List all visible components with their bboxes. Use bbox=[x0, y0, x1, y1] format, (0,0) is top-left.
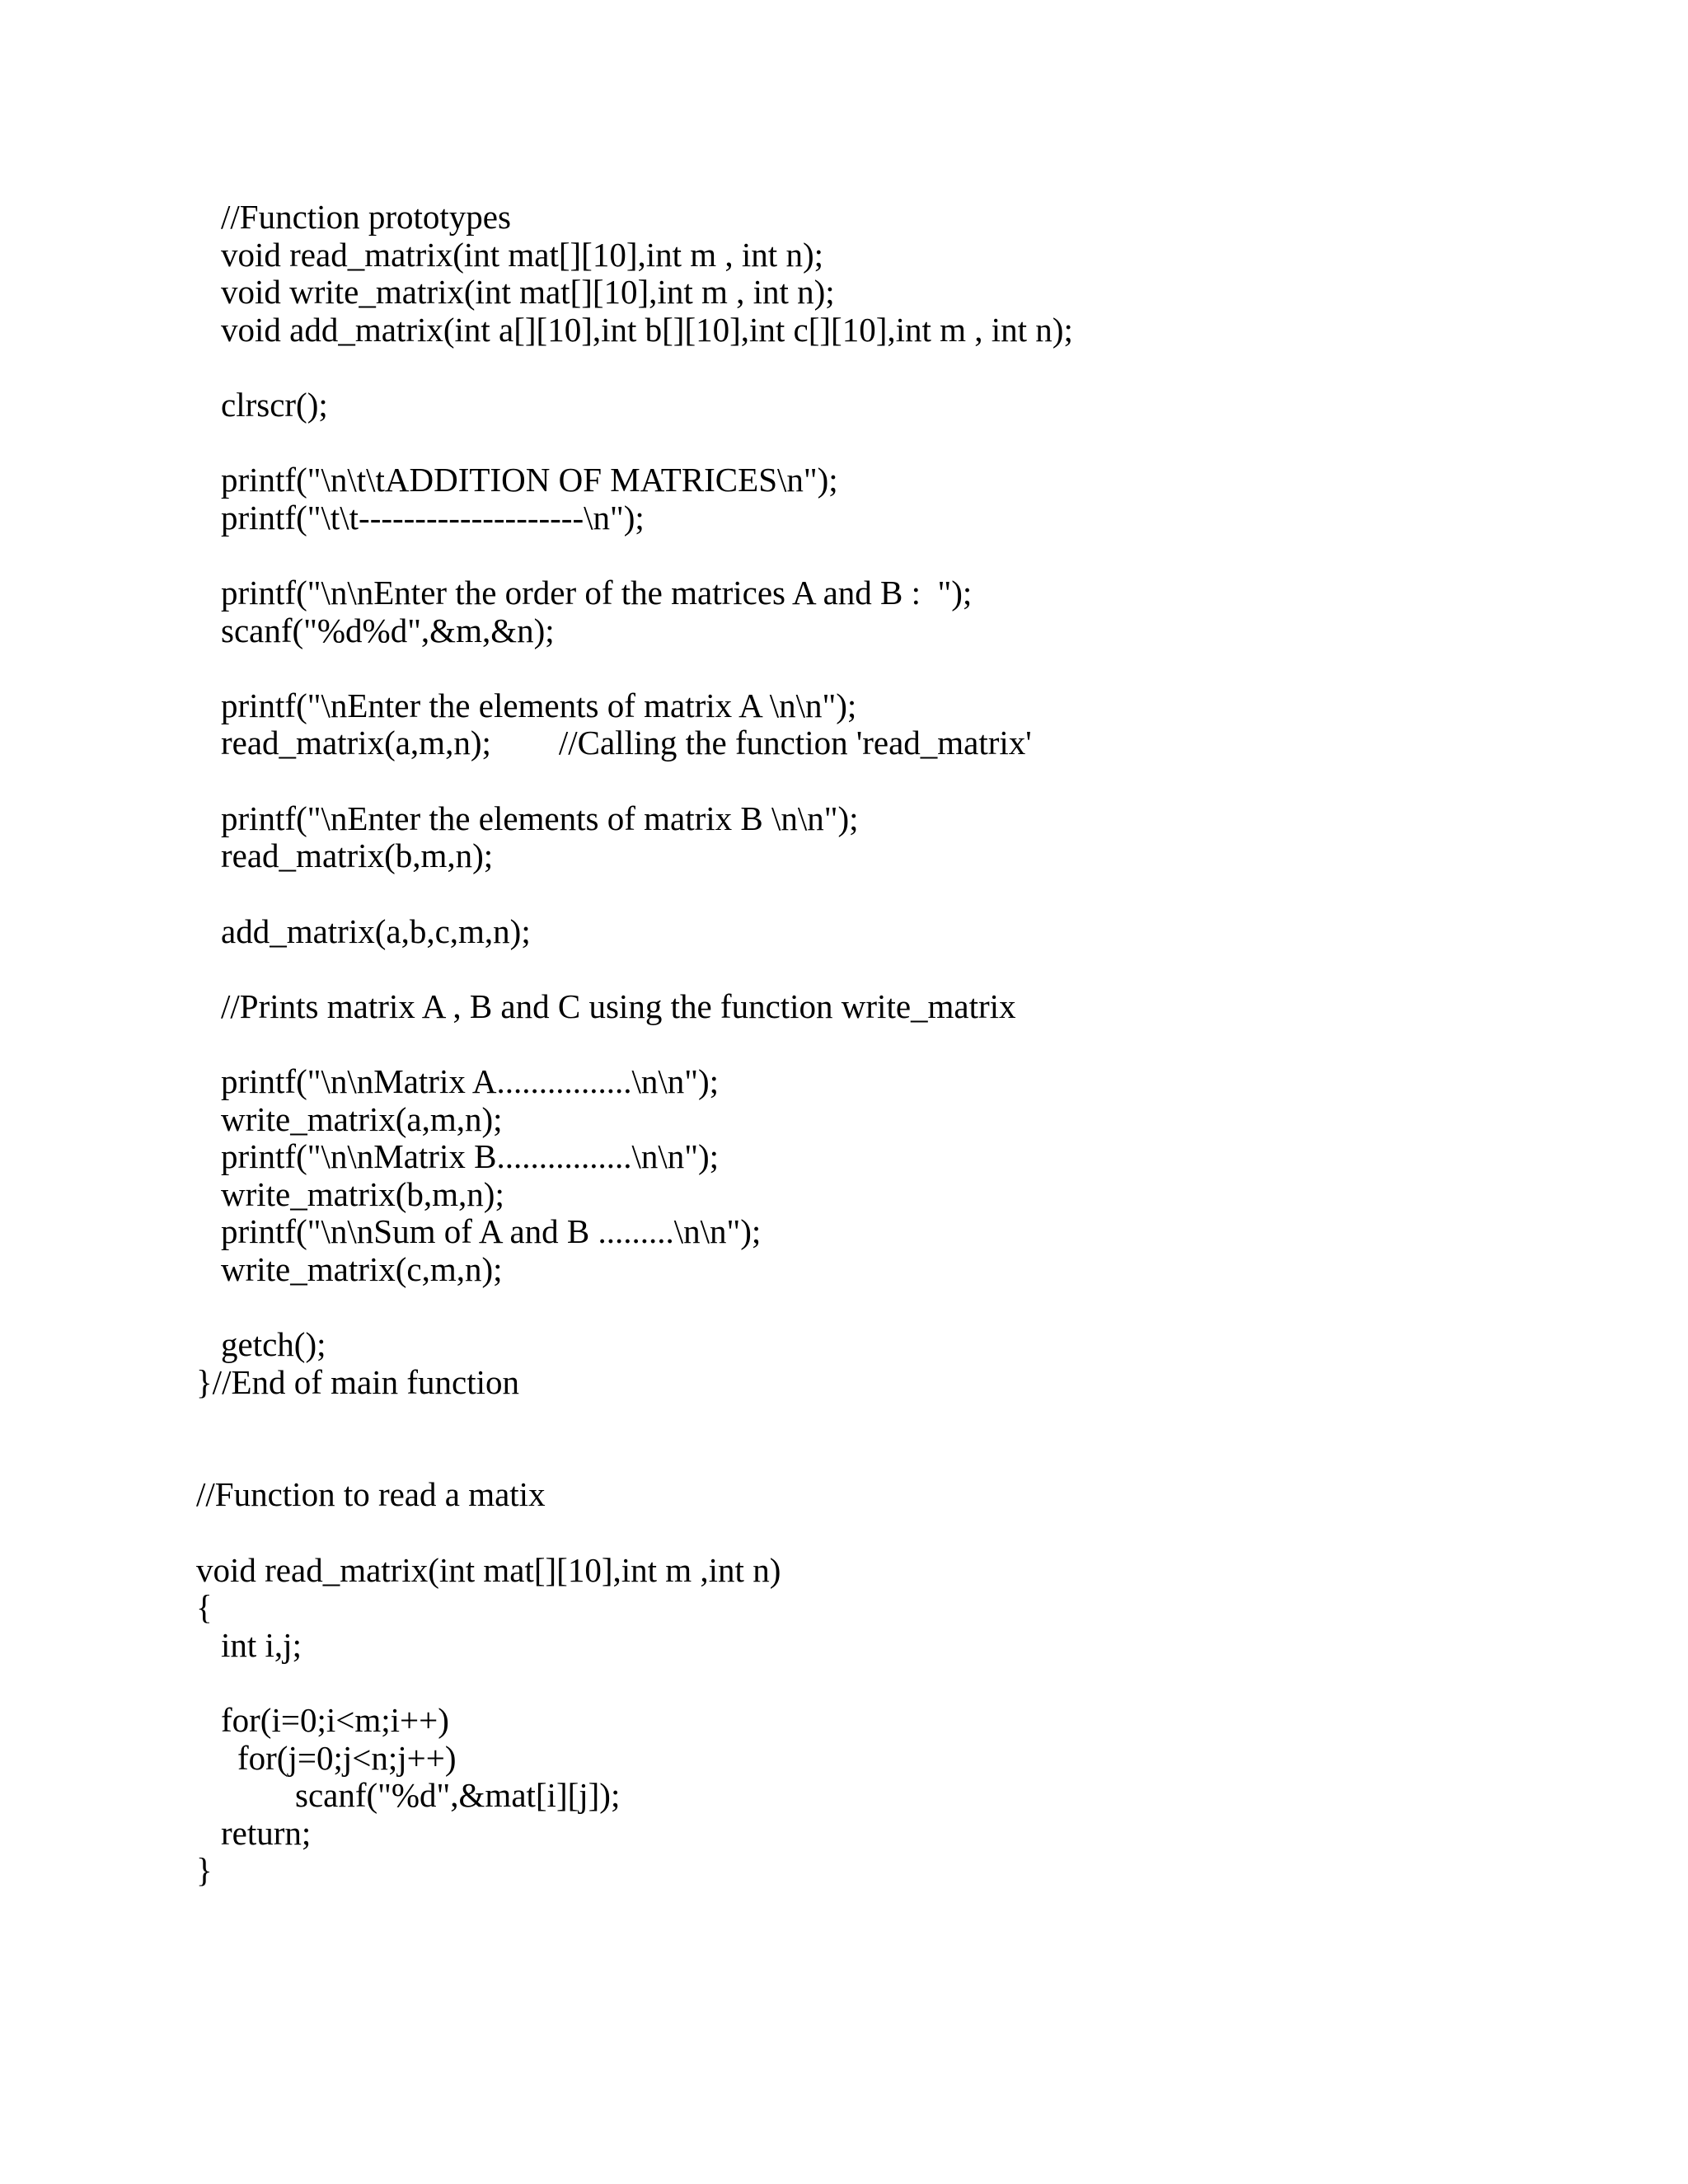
code-line: write_matrix(a,m,n); bbox=[221, 1100, 503, 1138]
code-line: printf("\n\t\tADDITION OF MATRICES\n"); bbox=[221, 461, 838, 499]
code-line: printf("\nEnter the elements of matrix A \n\n"); bbox=[221, 687, 857, 724]
code-line: for(j=0;j<n;j++) bbox=[237, 1739, 457, 1777]
code-line: { bbox=[196, 1588, 213, 1626]
code-line: } bbox=[196, 1851, 213, 1889]
code-line: void read_matrix(int mat[][10],int m ,int n) bbox=[196, 1551, 781, 1589]
code-line: clrscr(); bbox=[221, 386, 328, 424]
code-line: void read_matrix(int mat[][10],int m , int n); bbox=[221, 236, 823, 274]
code-line: write_matrix(c,m,n); bbox=[221, 1250, 503, 1288]
code-line: printf("\nEnter the elements of matrix B \n\n"); bbox=[221, 799, 859, 837]
code-line: write_matrix(b,m,n); bbox=[221, 1175, 504, 1213]
code-line: printf("\n\nMatrix B................\n\n"); bbox=[221, 1137, 720, 1175]
code-line: read_matrix(b,m,n); bbox=[221, 837, 494, 874]
code-line: }//End of main function bbox=[196, 1363, 520, 1401]
code-line: getch(); bbox=[221, 1325, 326, 1363]
code-line: scanf("%d",&mat[i][j]); bbox=[295, 1776, 621, 1814]
code-line: void add_matrix(int a[][10],int b[][10],int c[][10],int m , int n); bbox=[221, 311, 1073, 349]
code-line: for(i=0;i<m;i++) bbox=[221, 1701, 449, 1739]
code-line: return; bbox=[221, 1814, 312, 1852]
code-line: printf("\n\nEnter the order of the matrices A and B : "); bbox=[221, 574, 973, 612]
code-line: add_matrix(a,b,c,m,n); bbox=[221, 912, 531, 950]
code-line: printf("\n\nSum of A and B .........\n\n"); bbox=[221, 1212, 762, 1250]
code-line: read_matrix(a,m,n); //Calling the function 'read_matrix' bbox=[221, 724, 1032, 762]
code-line: printf("\t\t--------------------\n"); bbox=[221, 499, 645, 537]
code-line: //Function prototypes bbox=[221, 198, 511, 236]
code-comment: //Prints matrix A , B and C using the function write_matrix bbox=[221, 987, 1016, 1025]
code-line: scanf("%d%d",&m,&n); bbox=[221, 612, 555, 649]
code-line: int i,j; bbox=[221, 1626, 302, 1664]
code-comment: //Function to read a matix bbox=[196, 1475, 546, 1513]
code-line: printf("\n\nMatrix A................\n\n"); bbox=[221, 1062, 720, 1100]
code-line: void write_matrix(int mat[][10],int m , int n); bbox=[221, 273, 835, 311]
